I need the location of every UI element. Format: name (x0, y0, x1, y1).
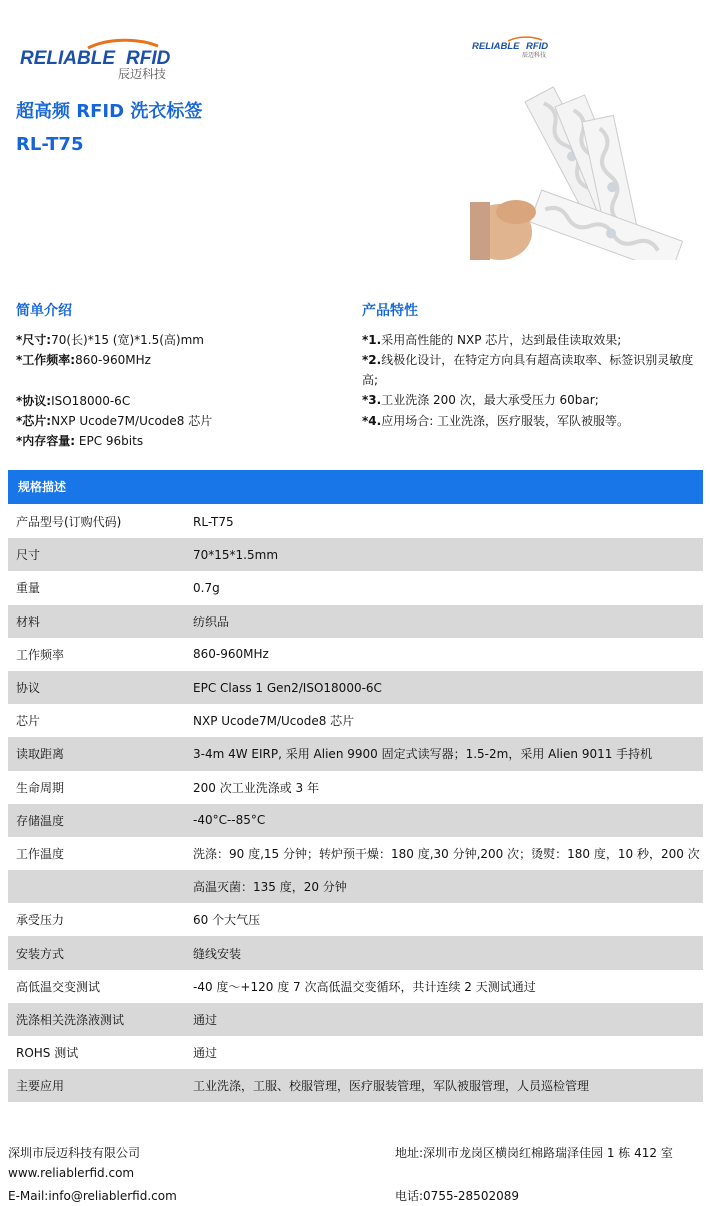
footer-website[interactable]: www.reliablerfid.com (8, 1166, 135, 1180)
spec-value: RL-T75 (193, 514, 234, 529)
spec-row (8, 903, 703, 936)
feature-item-value: 应用场合: 工业洗涤，医疗服装，军队被服等。 (381, 414, 630, 428)
spec-row (8, 505, 703, 538)
feature-item-value: 采用高性能的 NXP 芯片，达到最佳读取效果; (381, 333, 622, 347)
svg-text:辰迈科技: 辰迈科技 (522, 52, 547, 58)
spec-key: 芯片 (16, 714, 41, 729)
spec-value: 0.7g (193, 580, 220, 595)
spec-key: 高低温交变测试 (16, 979, 101, 994)
spec-key: 承受压力 (16, 913, 65, 928)
intro-item (16, 431, 143, 451)
intro-item-value: 70(长)*15 (宽)*1.5(高)mm (51, 333, 204, 347)
intro-item-label: *芯片: (16, 414, 52, 428)
spec-row (8, 970, 703, 1003)
company-logo-small (472, 36, 554, 58)
product-model: RL-T75 (16, 134, 84, 155)
footer-company: 深圳市辰迈科技有限公司 (8, 1146, 141, 1160)
feature-item-value: 线极化设计，在特定方向具有超高读取率、标签识别灵敏度高; (362, 353, 694, 387)
intro-item-value: EPC 96bits (75, 434, 144, 448)
feature-item (362, 390, 700, 410)
spec-value: -40 度～+120 度 7 次高低温交变循环，共计连续 2 天测试通过 (193, 979, 536, 994)
product-title: 超高频 RFID 洗衣标签 (16, 101, 203, 122)
spec-table (8, 505, 703, 1102)
spec-key: 安装方式 (16, 946, 65, 961)
spec-row (8, 1069, 703, 1102)
spec-row (8, 771, 703, 804)
intro-item-label: *协议: (16, 394, 52, 408)
spec-value: 860-960MHz (193, 647, 269, 662)
svg-text:RELIABLE: RELIABLE (472, 41, 520, 52)
spec-key: 产品型号(订购代码) (16, 515, 122, 530)
spec-row (8, 1003, 703, 1036)
spec-value: -40°C--85°C (193, 813, 266, 828)
company-logo (18, 38, 188, 80)
spec-row (8, 538, 703, 571)
spec-key: 尺寸 (16, 548, 41, 563)
spec-key: ROHS 测试 (16, 1046, 79, 1061)
spec-value: 高温灭菌：135 度，20 分钟 (193, 880, 347, 895)
spec-row (8, 605, 703, 638)
feature-item-label: *1. (362, 333, 382, 347)
spec-key: 重量 (16, 581, 41, 596)
spec-heading-bar: 规格描述 (8, 470, 703, 504)
spec-row (8, 671, 703, 704)
intro-item-label: *尺寸: (16, 333, 52, 347)
spec-value: 缝线安装 (193, 946, 242, 961)
spec-row (8, 804, 703, 837)
intro-item-value: NXP Ucode7M/Ucode8 芯片 (51, 414, 213, 428)
intro-item-label: *工作频率: (16, 353, 76, 367)
footer-address: 地址:深圳市龙岗区横岗红棉路瑞泽佳园 1 栋 412 室 (395, 1146, 673, 1160)
spec-key: 工作频率 (16, 647, 65, 662)
spec-row (8, 638, 703, 671)
svg-text:RFID: RFID (126, 48, 171, 69)
feature-item-label: *3. (362, 393, 382, 407)
spec-row (8, 704, 703, 737)
spec-key: 洗涤相关洗涤液测试 (16, 1012, 125, 1027)
footer-right (395, 1143, 673, 1206)
intro-item (16, 350, 151, 370)
spec-value: 洗涤：90 度,15 分钟；转炉预干燥：180 度,30 分钟,200 次；烫熨：180 度，10 秒，200 次 (193, 846, 700, 861)
spec-value: 通过 (193, 1012, 218, 1027)
intro-item (16, 391, 130, 411)
feature-item-value: 工业洗涤 200 次，最大承受压力 60bar; (381, 393, 599, 407)
svg-text:辰迈科技: 辰迈科技 (118, 67, 167, 80)
spec-key: 工作温度 (16, 846, 65, 861)
spec-row (8, 571, 703, 604)
footer-phone: 电话:0755-28502089 (395, 1189, 519, 1203)
intro-item (16, 330, 204, 350)
spec-value: 200 次工业洗涤或 3 年 (193, 780, 319, 795)
spec-row (8, 936, 703, 969)
spec-key: 读取距离 (16, 747, 65, 762)
feature-item (362, 350, 700, 390)
product-photo (470, 82, 690, 260)
spec-value: NXP Ucode7M/Ucode8 芯片 (193, 714, 355, 729)
features-heading: 产品特性 (362, 303, 418, 319)
spec-row (8, 837, 703, 870)
spec-row (8, 870, 703, 903)
spec-key: 存储温度 (16, 813, 65, 828)
spec-value: 纺织品 (193, 614, 230, 629)
feature-item-label: *4. (362, 414, 382, 428)
spec-key: 生命周期 (16, 780, 65, 795)
spec-row (8, 1036, 703, 1069)
feature-item (362, 411, 700, 431)
spec-value: 70*15*1.5mm (193, 547, 279, 562)
svg-text:RFID: RFID (526, 41, 549, 52)
spec-value: 3-4m 4W EIRP, 采用 Alien 9900 固定式读写器；1.5-2m，采用 Alien 9011 手持机 (193, 747, 653, 762)
intro-item-value: 860-960MHz (75, 353, 151, 367)
spec-value: 通过 (193, 1046, 218, 1061)
svg-text:RELIABLE: RELIABLE (20, 48, 115, 69)
footer-left (8, 1143, 177, 1206)
spec-key: 主要应用 (16, 1079, 65, 1094)
intro-item (16, 411, 212, 431)
spec-key: 协议 (16, 681, 41, 696)
spec-row (8, 737, 703, 770)
spec-key: 材料 (16, 614, 41, 629)
intro-item-label: *内存容量: (16, 434, 76, 448)
feature-item-label: *2. (362, 353, 382, 367)
intro-item-value: ISO18000-6C (51, 394, 131, 408)
spec-value: EPC Class 1 Gen2/ISO18000-6C (193, 680, 382, 695)
footer-email[interactable]: E-Mail:info@reliablerfid.com (8, 1189, 177, 1203)
spec-value: 60 个大气压 (193, 913, 261, 928)
feature-item (362, 330, 700, 350)
intro-heading: 简单介绍 (16, 303, 72, 319)
spec-value: 工业洗涤，工服、校服管理，医疗服装管理，军队被服管理，人员巡检管理 (193, 1079, 590, 1094)
